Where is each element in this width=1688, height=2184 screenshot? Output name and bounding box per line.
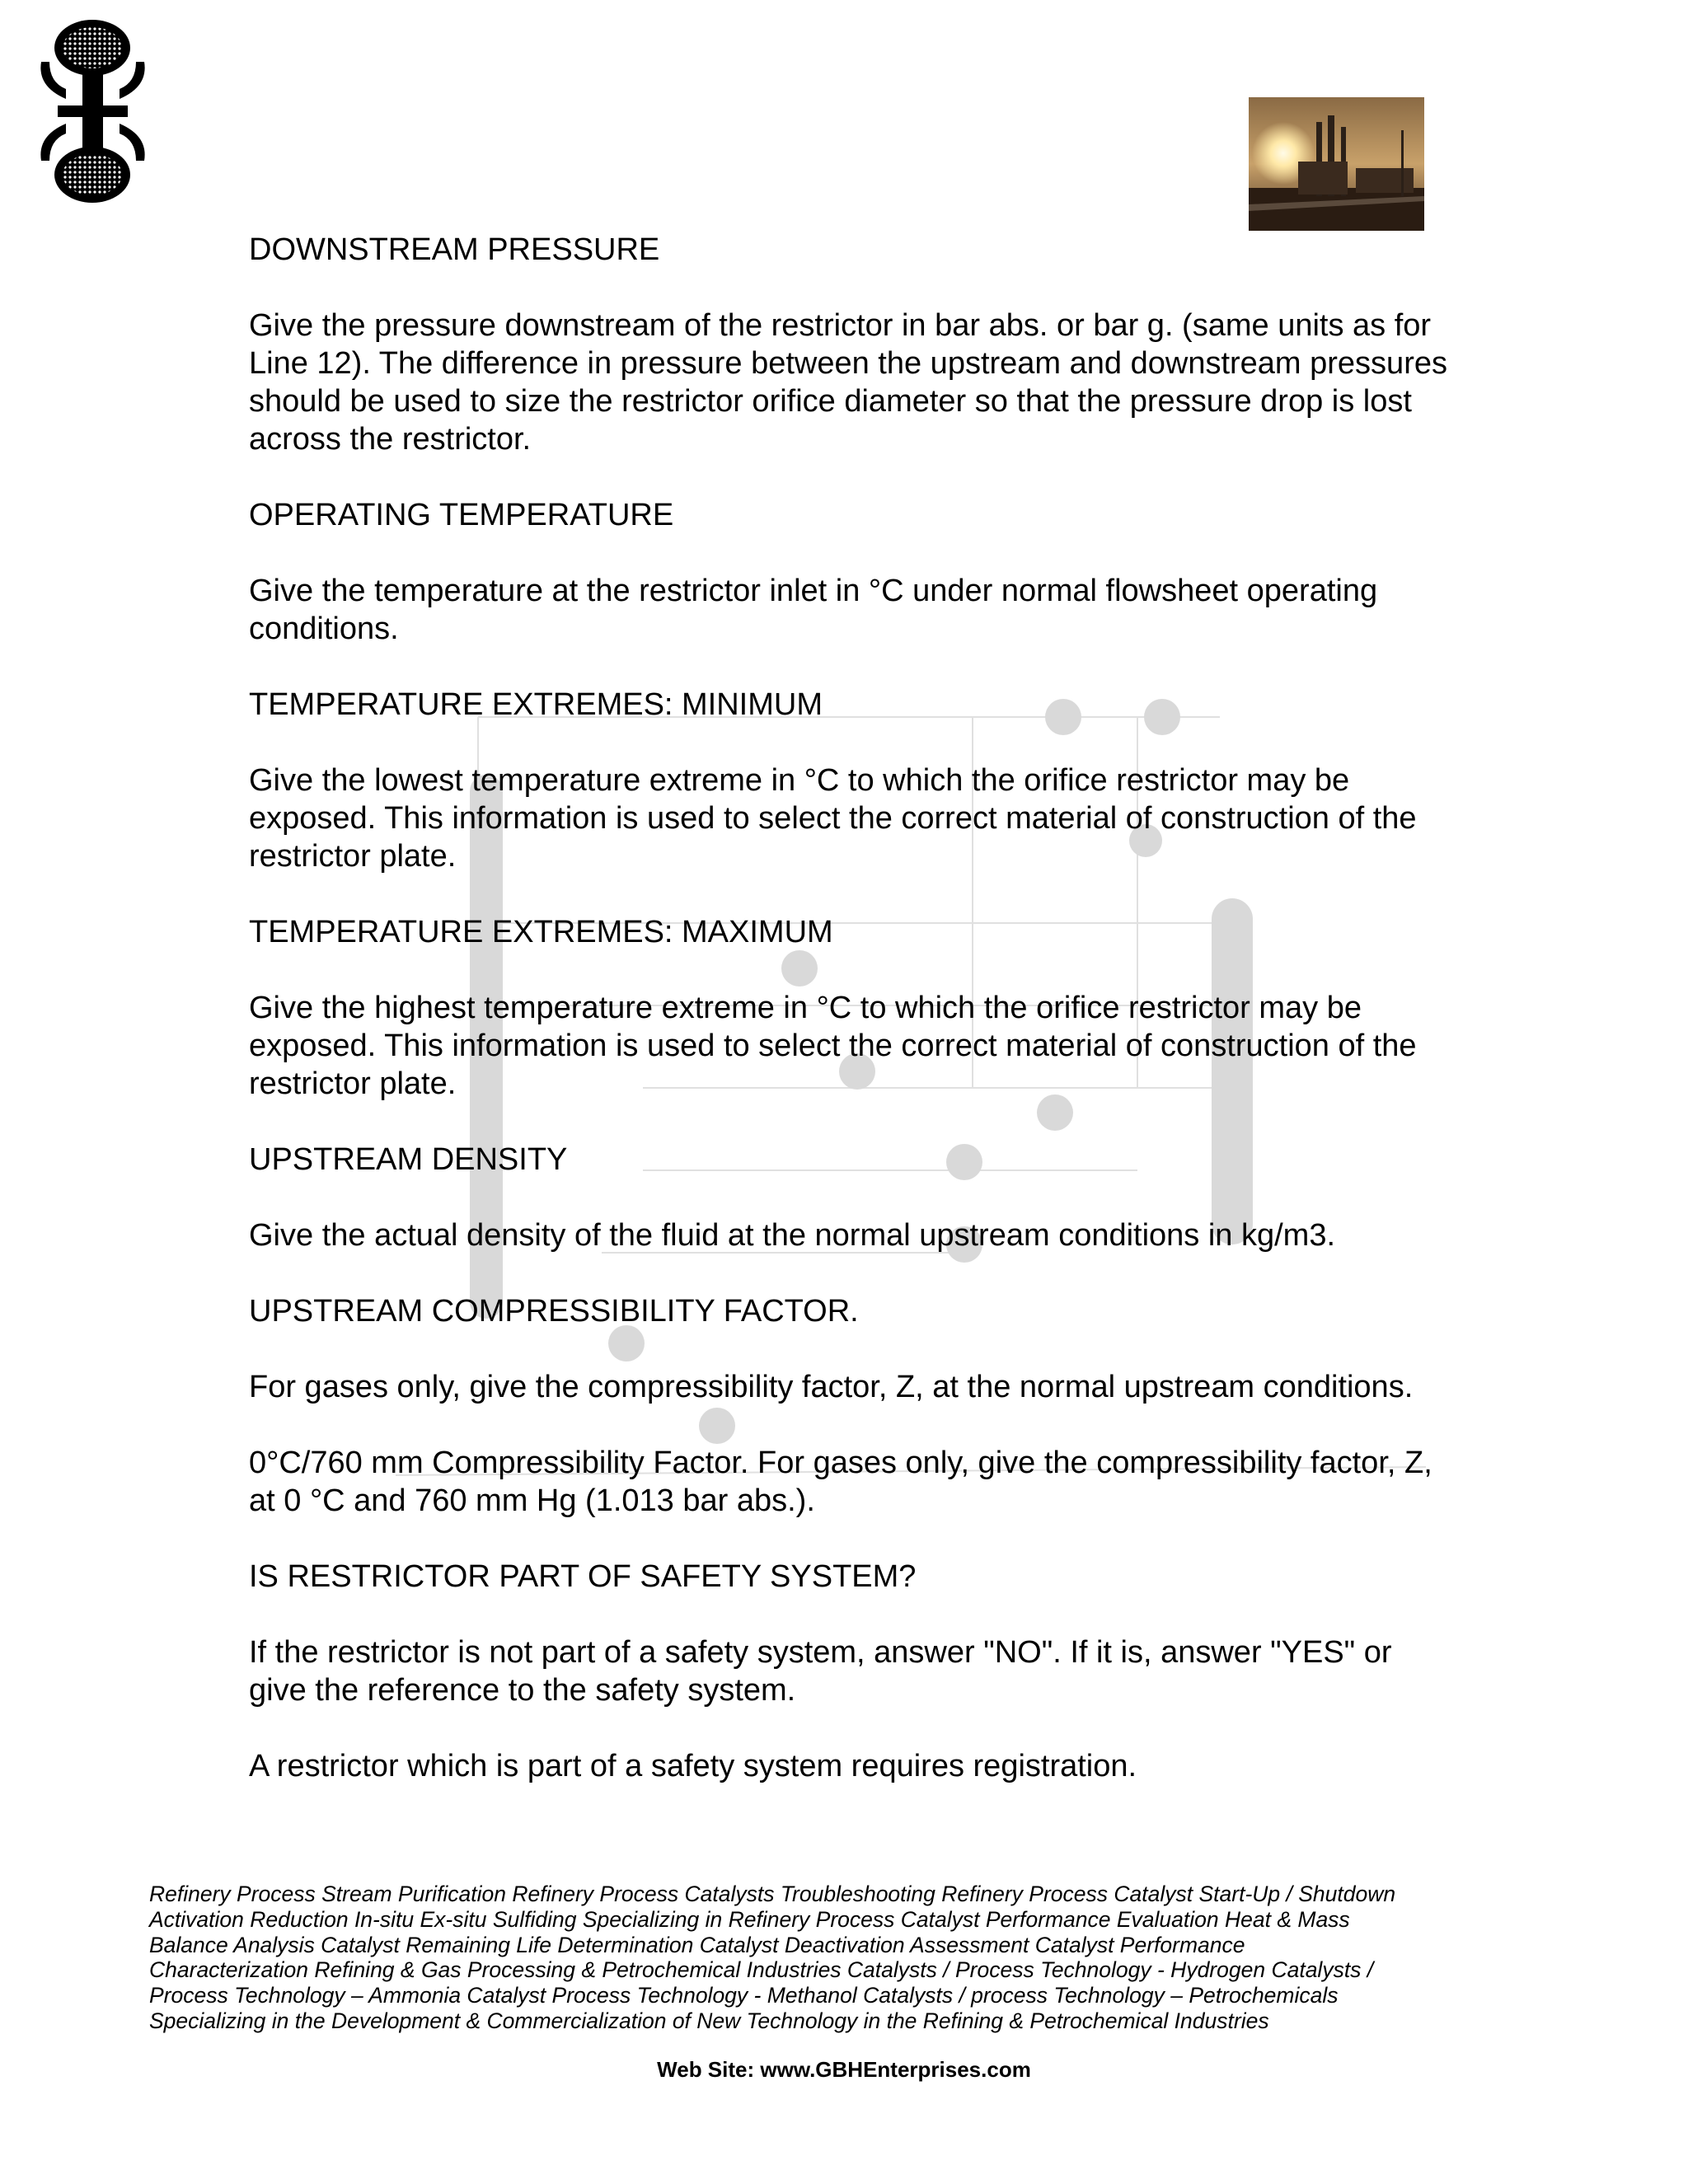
section-paragraph: A restrictor which is part of a safety system requires registration.	[249, 1749, 1137, 1783]
section-heading: DOWNSTREAM PRESSURE	[249, 232, 660, 267]
section-paragraph: Give the pressure downstream of the restrictor in bar abs. or bar g. (same units as for Line 12). The difference in pressure between the upstream and downstream pressures should be used to size the restrictor orifice diameter so that the pressure drop is lost across the restrictor.	[249, 308, 1447, 457]
section-heading: OPERATING TEMPERATURE	[249, 498, 674, 532]
section-paragraph: 0°C/760 mm Compressibility Factor. For gases only, give the compressibility factor, Z, at 0 °C and 760 mm Hg (1.013 bar abs.).	[249, 1446, 1432, 1518]
section-paragraph: Give the temperature at the restrictor inlet in °C under normal flowsheet operating conditions.	[249, 574, 1378, 646]
company-logo	[33, 16, 152, 206]
document-body	[249, 231, 1452, 1823]
section-heading: UPSTREAM DENSITY	[249, 1142, 568, 1177]
section-heading: IS RESTRICTOR PART OF SAFETY SYSTEM?	[249, 1559, 917, 1594]
section-heading: TEMPERATURE EXTREMES: MAXIMUM	[249, 915, 833, 949]
footer-website: Web Site: www.GBHEnterprises.com	[657, 2057, 1031, 2082]
refinery-photo	[1249, 97, 1424, 231]
section-heading: UPSTREAM COMPRESSIBILITY FACTOR.	[249, 1294, 859, 1329]
section-paragraph: Give the highest temperature extreme in °C to which the orifice restrictor may be exposed. This information is used to select the correct material of construction of the restrictor plate.	[249, 991, 1417, 1101]
section-paragraph: Give the actual density of the fluid at the normal upstream conditions in kg/m3.	[249, 1218, 1336, 1253]
section-paragraph: If the restrictor is not part of a safety system, answer "NO". If it is, answer "YES" or give the reference to the safety system.	[249, 1635, 1392, 1708]
section-paragraph: For gases only, give the compressibility factor, Z, at the normal upstream conditions.	[249, 1370, 1414, 1404]
footer-services-text: Refinery Process Stream Purification Refinery Process Catalysts Troubleshooting Refinery Process Catalyst Start-Up / Shutdown Activation Reduction In-situ Ex-situ Sulfiding Specializing in Refinery Process Catalyst Performance Evaluation Heat & Mass Balance Analysis Catalyst Remaining Life Determination Catalyst Deactivation Assessment Catalyst Performance Characterization Refining & Gas Processing & Petrochemical Industries Catalysts / Process Technology - Hydrogen Catalysts / Process Technology – Ammonia Catalyst Process Technology - Methanol Catalysts / process Technology – Petrochemicals Specializing in the Development & Commercialization of New Technology in the Refining & Petrochemical Industries	[149, 1882, 1396, 2033]
section-heading: TEMPERATURE EXTREMES: MINIMUM	[249, 687, 823, 722]
section-paragraph: Give the lowest temperature extreme in °C to which the orifice restrictor may be exposed. This information is used to select the correct material of construction of the restrictor plate.	[249, 763, 1417, 874]
